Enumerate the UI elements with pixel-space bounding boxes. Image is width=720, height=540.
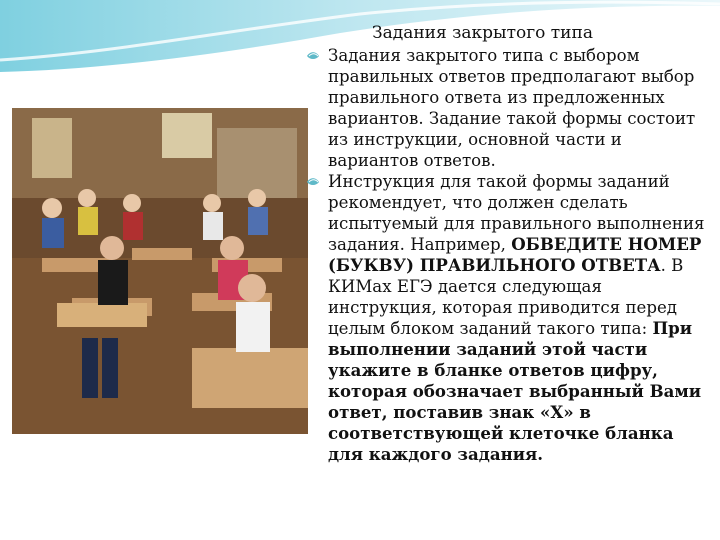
bullet-text-2-before: Инструкция для такой формы заданий рекомендует, что должен сделать испытуемый для правильного выполнения задания. Например, [328,172,705,254]
classroom-illustration [12,108,308,434]
bullet-text-1: Задания закрытого типа с выбором правильных ответов предполагают выбор правильного ответа из предложенных вариантов. Задание такой формы состоит из инструкции, основной части и вариантов ответов. [328,46,696,170]
bullet-item-2 [306,171,714,465]
classroom-photo [12,108,308,434]
bullet-icon [306,176,320,187]
slide-title: Задания закрытого типа [372,23,593,43]
bullet-emphasis-1: ОБВЕДИТЕ НОМЕР (БУКВУ) ПРАВИЛЬНОГО ОТВЕТА [328,234,702,275]
bullet-icon [306,50,320,61]
bullet-item-1 [306,45,714,171]
bullet-emphasis-2: При выполнении заданий этой части укажите в бланке ответов цифру, которая обозначает выбранный Вами ответ, поставив знак «Х» в соответствующей клеточке бланка для каждого задания. [328,318,702,464]
bullet-text-2-middle: . В КИМах ЕГЭ дается следующая инструкция, которая приводится перед целым блоком заданий такого типа: [328,256,684,338]
bullet-list [306,45,714,465]
